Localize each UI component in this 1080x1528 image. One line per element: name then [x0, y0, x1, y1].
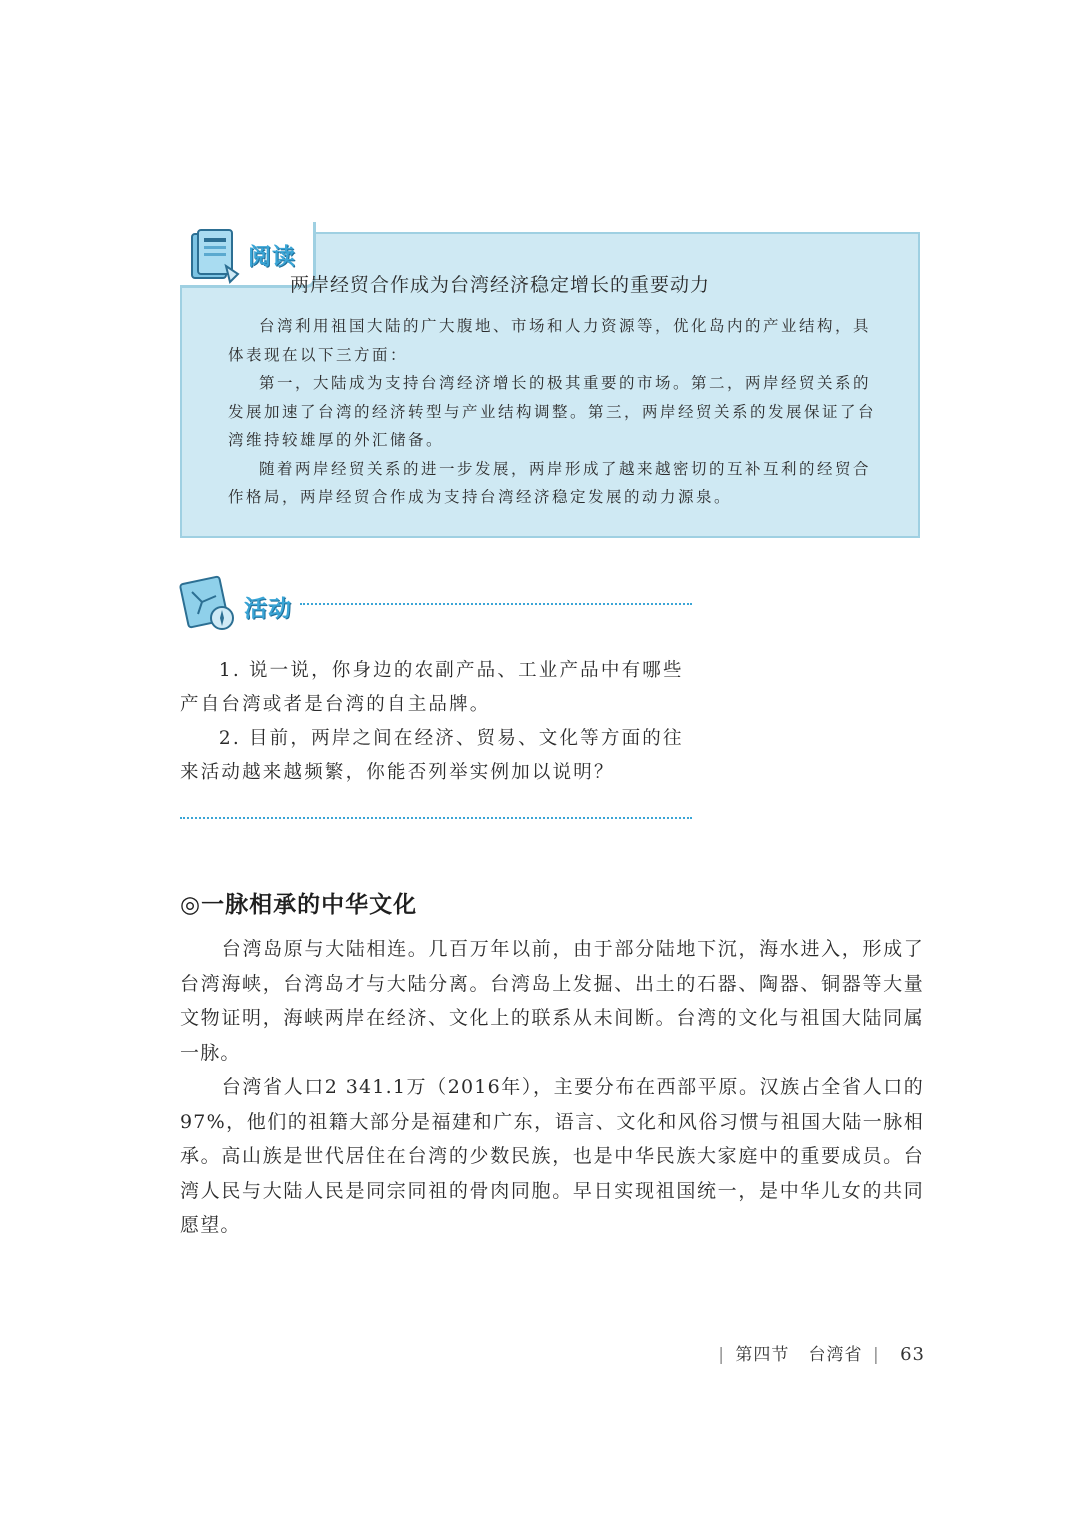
- footer-section: 第四节: [735, 1345, 790, 1365]
- reading-title: 两岸经贸合作成为台湾经济稳定增长的重要动力: [289, 274, 710, 296]
- reading-paragraph: 第一，大陆成为支持台湾经济增长的极其重要的市场。第二，两岸经贸关系的发展加速了台湾的经济转型与产业结构调整。第三，两岸经贸关系的发展保证了台湾维持较雄厚的外汇储备。: [228, 374, 877, 449]
- activity-tag: 活动: [244, 596, 292, 622]
- activity-divider-top: [300, 603, 692, 605]
- activity-divider-bottom: [180, 817, 692, 819]
- section-body: [180, 932, 924, 1243]
- reading-tag: 阅读: [248, 244, 296, 270]
- reading-body: [228, 312, 880, 512]
- section-heading: ◎一脉相承的中华文化: [180, 892, 418, 918]
- footer-separator: |: [718, 1345, 725, 1365]
- page-number: 63: [900, 1344, 925, 1365]
- map-icon: [178, 574, 240, 634]
- page-footer: [714, 1340, 925, 1365]
- footer-chapter: 台湾省: [808, 1345, 863, 1365]
- reading-paragraph: 随着两岸经贸关系的进一步发展，两岸形成了越来越密切的互补互利的经贸合作格局，两岸经贸合作成为支持台湾经济稳定发展的动力源泉。: [228, 459, 872, 506]
- activity-body: [180, 654, 700, 790]
- section-paragraph: 台湾岛原与大陆相连。几百万年以前，由于部分陆地下沉，海水进入，形成了台湾海峡，台湾岛才与大陆分离。台湾岛上发掘、出土的石器、陶器、铜器等大量文物证明，海峡两岸在经济、文化上的联系从未间断。台湾的文化与祖国大陆同属一脉。: [180, 938, 924, 1064]
- reading-paragraph: 台湾利用祖国大陆的广大腹地、市场和人力资源等，优化岛内的产业结构，具体表现在以下三方面：: [228, 317, 872, 364]
- activity-item: 2. 目前，两岸之间在经济、贸易、文化等方面的往来活动越来越频繁，你能否列举实例加以说明？: [180, 728, 684, 783]
- section-paragraph: 台湾省人口2 341.1万（2016年），主要分布在西部平原。汉族占全省人口的97%，他们的祖籍大部分是福建和广东，语言、文化和风俗习惯与祖国大陆一脉相承。高山族是世代居住在台湾的少数民族，也是中华民族大家庭中的重要成员。台湾人民与大陆人民是同宗同祖的骨肉同胞。早日实现祖国统一，是中华儿女的共同愿望。: [180, 1076, 924, 1236]
- activity-item: 1. 说一说，你身边的农副产品、工业产品中有哪些产自台湾或者是台湾的自主品牌。: [180, 660, 684, 715]
- footer-separator: |: [872, 1345, 880, 1365]
